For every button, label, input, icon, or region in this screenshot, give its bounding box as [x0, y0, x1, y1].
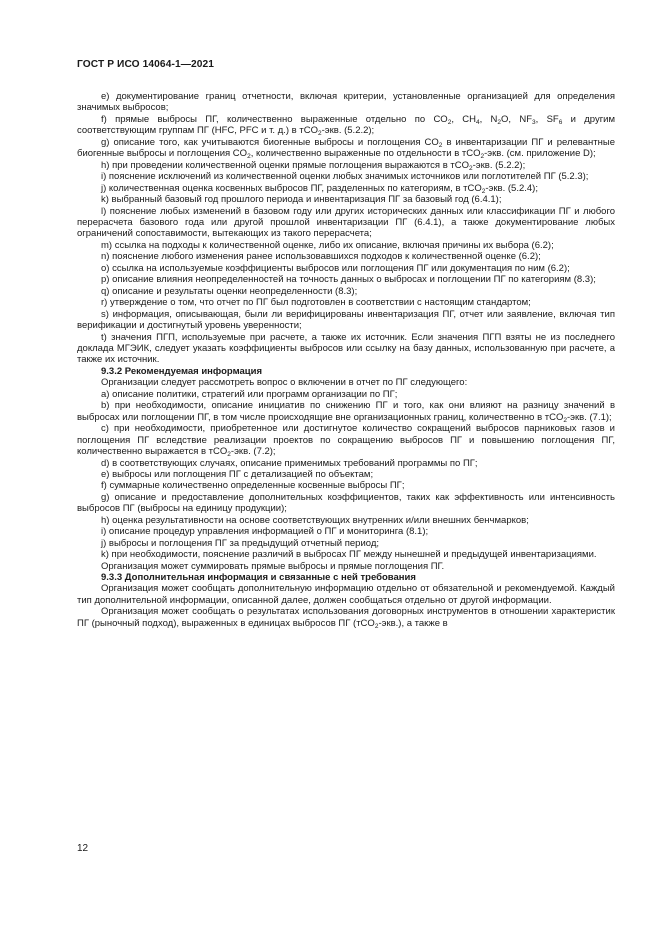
paragraph: e) документирование границ отчетности, включая критерии, установленные организацией для определения значимых выбросов;	[77, 91, 615, 114]
paragraph: Организации следует рассмотреть вопрос о включении в отчет по ПГ следующего:	[101, 377, 468, 389]
paragraph: i) пояснение исключений из количественной оценки любых значимых источников или поглотителей ПГ (5.2.3);	[101, 171, 589, 183]
paragraph: j) количественная оценка косвенных выбросов ПГ, разделенных по категориям, в тCO$_2$-экв. (5.2.4);	[101, 182, 538, 195]
paragraph: s) информация, описывающая, были ли верифицированы инвентаризация ПГ, отчет или заявление, включая тип верификации и достигнутый уровень уверенности;	[77, 308, 615, 332]
paragraph: k) при необходимости, пояснение различий в выбросах ПГ между нынешней и предыдущей инвентаризациями.	[101, 549, 597, 561]
paragraph: q) описание и результаты оценки неопределенности (8.3);	[101, 285, 358, 297]
paragraph: f) суммарные количественно определенные косвенные выбросы ПГ;	[101, 480, 405, 492]
paragraph: d) в соответствующих случаях, описание применимых требований программы по ПГ;	[101, 457, 478, 469]
paragraph: r) утверждение о том, что отчет по ПГ был подготовлен в соответствии с настоящим стандартом;	[101, 297, 531, 309]
paragraph: o) ссылка на используемые коэффициенты выбросов или поглощения ПГ или документация по ним (6.2);	[101, 262, 570, 274]
paragraph: Организация может сообщать дополнительную информацию отдельно от обязательной и рекомендуемой. Каждый тип дополнительной информации, описанной далее, должен сообщаться отдельно от другой информации.	[77, 583, 615, 606]
paragraph: a) описание политики, стратегий или программ организации по ПГ;	[101, 388, 398, 400]
document-header: ГОСТ Р ИСО 14064-1—2021	[77, 59, 215, 70]
paragraph: i) описание процедур управления информацией о ПГ и мониторинга (8.1);	[101, 526, 429, 538]
paragraph: e) выбросы или поглощения ПГ с детализацией по объектам;	[101, 468, 374, 480]
paragraph: j) выбросы и поглощения ПГ за предыдущий отчетный период;	[101, 537, 380, 549]
section-heading: 9.3.2 Рекомендуемая информация	[101, 365, 262, 377]
paragraph: l) пояснение любых изменений в базовом году или других исторических данных или классификации ПГ и любого перерасчета базового года или другой прошлой инвентаризации ПГ (6.4.1), а также документирование любых ограничений сопоставимости, вытекающих из такого перерасчета;	[77, 205, 615, 240]
paragraph: n) пояснение любого изменения ранее использовавшихся подходов к количественной оценке (6.2);	[101, 251, 541, 263]
paragraph: h) при проведении количественной оценки прямые поглощения выражаются в тCO$_2$-экв. (5.2.2);	[101, 159, 526, 172]
paragraph: c) при необходимости, приобретенное или достигнутое количество сокращений выбросов парниковых газов и поглощения ПГ вследствие реализации проектов по сокращению выбросов ПГ и повышению поглощения ПГ, количественно выражается в тCO$_2$-экв. (7.2);	[77, 423, 615, 459]
paragraph: h) оценка результативности на основе соответствующих внутренних и/или внешних бенчмарков;	[101, 514, 529, 526]
paragraph: g) описание и предоставление дополнительных коэффициентов, таких как эффективность или интенсивность выбросов ПГ (выбросы на единицу продукции);	[77, 491, 615, 515]
paragraph: g) описание того, как учитываются биогенные выбросы и поглощения $CO_2$ в инвентаризации ПГ и релевантные биогенные выбросы и поглощения $CO_2$, количественно выраженные по отдельности в тCO$_2$-экв. (см. приложение D);	[77, 136, 615, 161]
paragraph: k) выбранный базовый год прошлого периода и инвентаризация ПГ за базовый год (6.4.1);	[101, 194, 502, 206]
paragraph: Организация может сообщать о результатах использования договорных инструментов в отношении характеристик ПГ (рыночный подход), выраженных в единицах выбросов ПГ (тCO$_2$-экв.), а также в	[77, 606, 615, 630]
paragraph: t) значения ПГП, используемые при расчете, а также их источник. Если значения ПГП взяты не из последнего доклада МГЭИК, следует указать коэффициенты выбросов или ссылку на базу данных, использованную при расчете, а также их источник.	[77, 331, 615, 366]
paragraph: Организация может суммировать прямые выбросы и прямые поглощения ПГ.	[101, 560, 445, 572]
document-body	[77, 91, 615, 629]
paragraph: m) ссылка на подходы к количественной оценке, либо их описание, включая причины их выбора (6.2);	[101, 239, 554, 251]
paragraph: p) описание влияния неопределенностей на точность данных о выбросах и поглощении ПГ по категориям (8.3);	[101, 274, 596, 286]
page-number: 12	[77, 843, 89, 854]
paragraph: b) при необходимости, описание инициатив по снижению ПГ и того, как они влияют на разницу значений в выбросах или поглощении ПГ, в том числе происходящие вне организационных границ, количественно в тCO$_2$-экв. (7.1);	[77, 400, 615, 424]
section-heading: 9.3.3 Дополнительная информация и связанные с ней требования	[101, 572, 416, 584]
paragraph: f) прямые выбросы ПГ, количественно выраженные отдельно по $CO_2$, $CH_4$, $N_2O$, $NF_3$, $SF_6$ и другим соответствующим группам ПГ (HFC, PFC и т. д.) в тCO$_2$-экв. (5.2.2);	[77, 113, 616, 138]
